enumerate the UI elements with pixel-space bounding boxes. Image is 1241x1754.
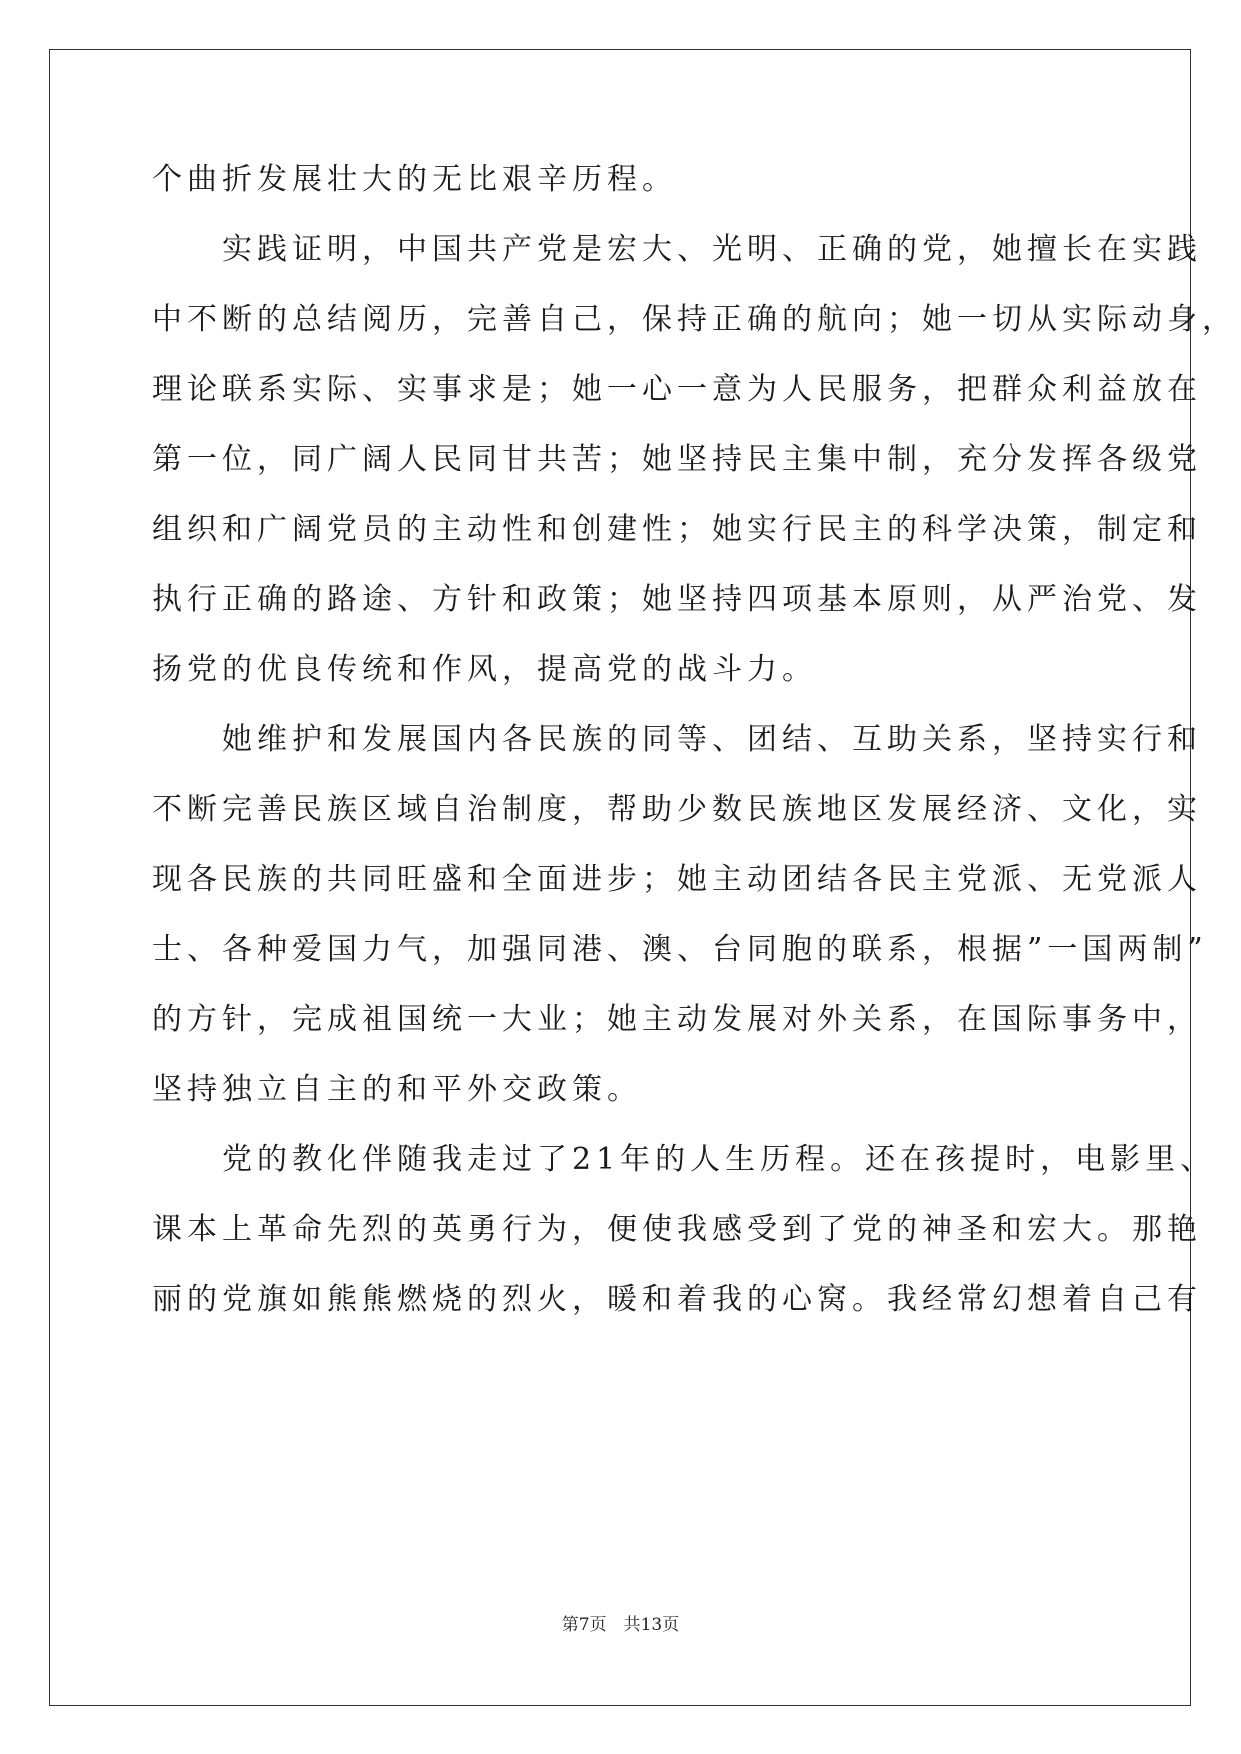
text-line: 现各民族的共同旺盛和全面进步；她主动团结各民主党派、无党派人 [152, 862, 1202, 897]
text-line: 组织和广阔党员的主动性和创建性；她实行民主的科学决策，制定和 [152, 512, 1202, 547]
text-line: 士、各种爱国力气，加强同港、澳、台同胞的联系，根据”一国两制” [152, 932, 1208, 967]
text-line: 第一位，同广阔人民同甘共苦；她坚持民主集中制，充分发挥各级党 [152, 442, 1202, 477]
text-line: 扬党的优良传统和作风，提高党的战斗力。 [152, 652, 817, 687]
text-line: 实践证明，中国共产党是宏大、光明、正确的党，她擅长在实践 [152, 232, 1202, 267]
text-line: 的方针，完成祖国统一大业；她主动发展对外关系，在国际事务中， [152, 1002, 1202, 1037]
text-line: 她维护和发展国内各民族的同等、团结、互助关系，坚持实行和 [152, 722, 1202, 757]
text-line: 个曲折发展壮大的无比艰辛历程。 [152, 162, 677, 197]
text-line: 丽的党旗如熊熊燃烧的烈火，暖和着我的心窝。我经常幻想着自己有 [152, 1282, 1202, 1317]
text-line: 课本上革命先烈的英勇行为，便使我感受到了党的神圣和宏大。那艳 [152, 1212, 1202, 1247]
text-line: 坚持独立自主的和平外交政策。 [152, 1072, 642, 1107]
text-line: 中不断的总结阅历，完善自己，保持正确的航向；她一切从实际动身， [152, 302, 1237, 337]
text-line: 执行正确的路途、方针和政策；她坚持四项基本原则，从严治党、发 [152, 582, 1202, 617]
text-line: 理论联系实际、实事求是；她一心一意为人民服务，把群众利益放在 [152, 372, 1202, 407]
text-line: 党的教化伴随我走过了21年的人生历程。还在孩提时，电影里、 [152, 1142, 1216, 1177]
text-line: 不断完善民族区域自治制度，帮助少数民族地区发展经济、文化，实 [152, 792, 1202, 827]
page-number: 第7页 共13页 [561, 1615, 680, 1635]
